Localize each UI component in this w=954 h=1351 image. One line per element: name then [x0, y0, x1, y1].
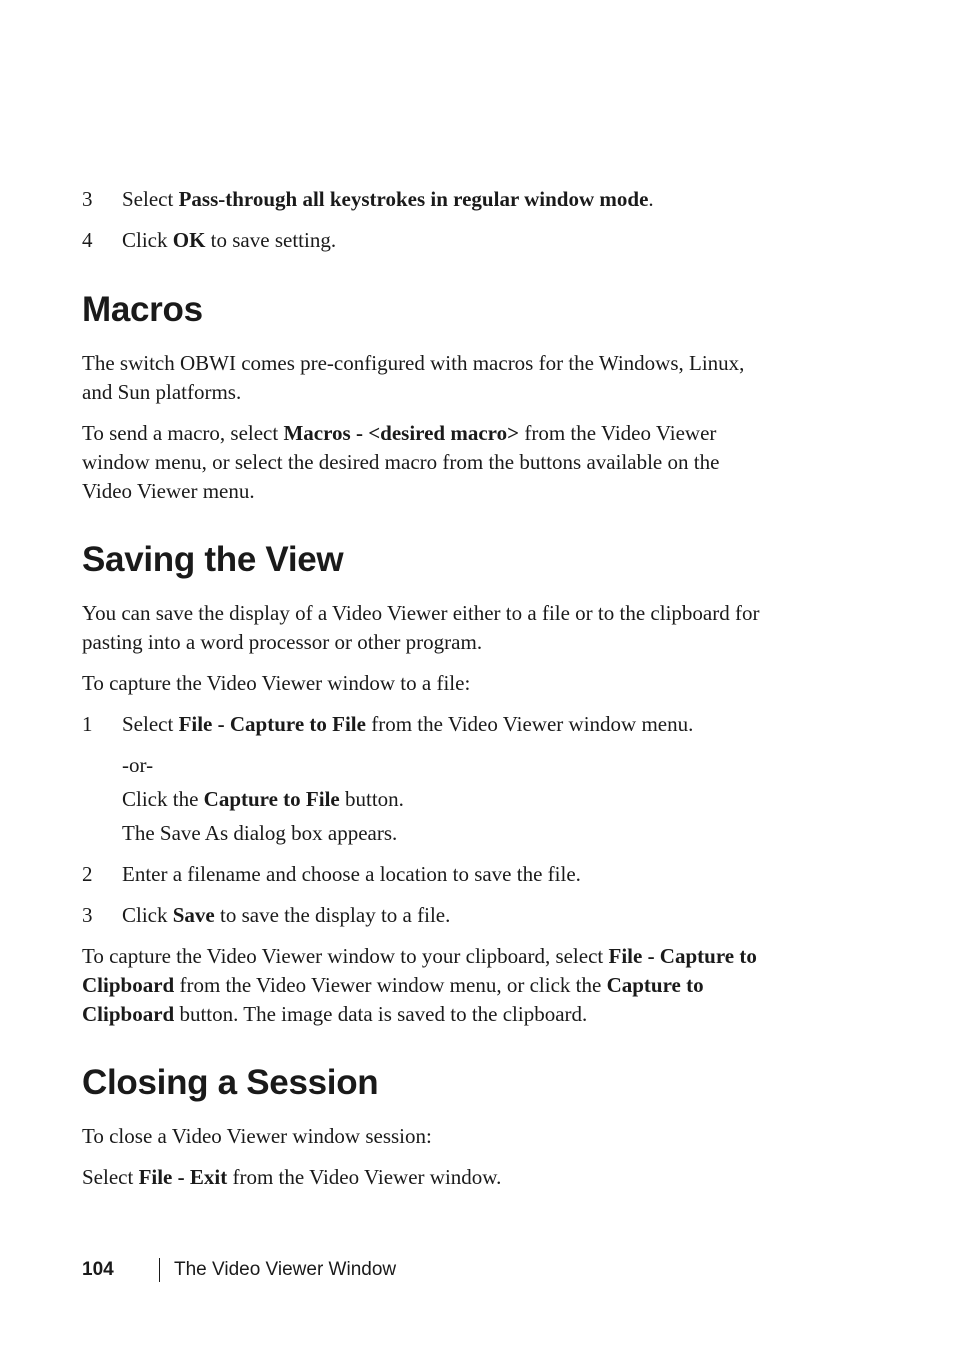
step-text — [122, 901, 450, 930]
step-text-post: . — [648, 187, 654, 211]
step-text-pre: Click — [122, 903, 173, 927]
step-text-post: from the Video Viewer window menu. — [365, 712, 694, 736]
paragraph-line: pasting into a word processor or other program. — [82, 630, 483, 654]
step-text-post: to save the display to a file. — [214, 903, 451, 927]
paragraph-line: window menu, or select the desired macro from the buttons available on the — [82, 450, 720, 474]
text-run: button. The image data is saved to the clipboard. — [174, 1002, 588, 1026]
paragraph-line: To capture the Video Viewer window to a file: — [82, 671, 471, 695]
paragraph-line: Video Viewer menu. — [82, 479, 255, 503]
paragraph-line — [82, 1163, 501, 1192]
or-separator: -or- — [122, 753, 154, 777]
heading-saving-the-view: Saving the View — [82, 540, 344, 579]
paragraph-line — [82, 942, 757, 971]
step-text — [122, 710, 693, 739]
step-text — [122, 785, 404, 814]
footer-divider — [159, 1258, 160, 1282]
step-text-post: to save setting. — [205, 228, 337, 252]
text-run-bold: Capture to — [606, 973, 704, 997]
text-run-bold: File - Exit — [138, 1165, 228, 1189]
text-run-bold: Macros - <desired macro> — [283, 421, 520, 445]
step-number: 1 — [82, 712, 93, 736]
paragraph-line — [82, 971, 704, 1000]
text-run: Click the — [122, 787, 204, 811]
chapter-title: The Video Viewer Window — [174, 1259, 397, 1280]
step-note: The Save As dialog box appears. — [122, 821, 398, 845]
step-text-pre: Click — [122, 228, 173, 252]
step-text-bold: Pass-through all keystrokes in regular window mode — [178, 187, 649, 211]
text-run: from the Video Viewer window. — [227, 1165, 502, 1189]
step-text-bold: OK — [172, 228, 206, 252]
step-text-pre: Select — [122, 712, 179, 736]
step-text: Enter a filename and choose a location to save the file. — [122, 862, 581, 886]
step-text — [122, 226, 336, 255]
step-text-bold: File - Capture to File — [178, 712, 366, 736]
step-text-bold: Save — [172, 903, 215, 927]
paragraph-line: To close a Video Viewer window session: — [82, 1124, 432, 1148]
paragraph-line — [82, 1000, 587, 1029]
paragraph-line: You can save the display of a Video Viewer either to a file or to the clipboard for — [82, 601, 760, 625]
step-number: 2 — [82, 862, 93, 886]
heading-macros: Macros — [82, 290, 203, 329]
paragraph-line — [82, 419, 716, 448]
step-number: 4 — [82, 228, 93, 252]
text-run: from the Video Viewer window menu, or click the — [174, 973, 607, 997]
text-run: button. — [339, 787, 404, 811]
text-run: To send a macro, select — [82, 421, 284, 445]
text-run-bold: Clipboard — [82, 1002, 175, 1026]
text-run-bold: Clipboard — [82, 973, 175, 997]
step-number: 3 — [82, 187, 93, 211]
text-run: To capture the Video Viewer window to your clipboard, select — [82, 944, 609, 968]
text-run: from the Video Viewer — [519, 421, 717, 445]
step-text — [122, 185, 654, 214]
text-run-bold: Capture to File — [203, 787, 340, 811]
paragraph-line: The switch OBWI comes pre-configured with macros for the Windows, Linux, — [82, 351, 745, 375]
step-number: 3 — [82, 903, 93, 927]
paragraph-line: and Sun platforms. — [82, 380, 242, 404]
text-run: Select — [82, 1165, 139, 1189]
heading-closing-a-session: Closing a Session — [82, 1063, 379, 1102]
page-number: 104 — [82, 1259, 114, 1280]
text-run-bold: File - Capture to — [608, 944, 757, 968]
step-text-pre: Select — [122, 187, 179, 211]
